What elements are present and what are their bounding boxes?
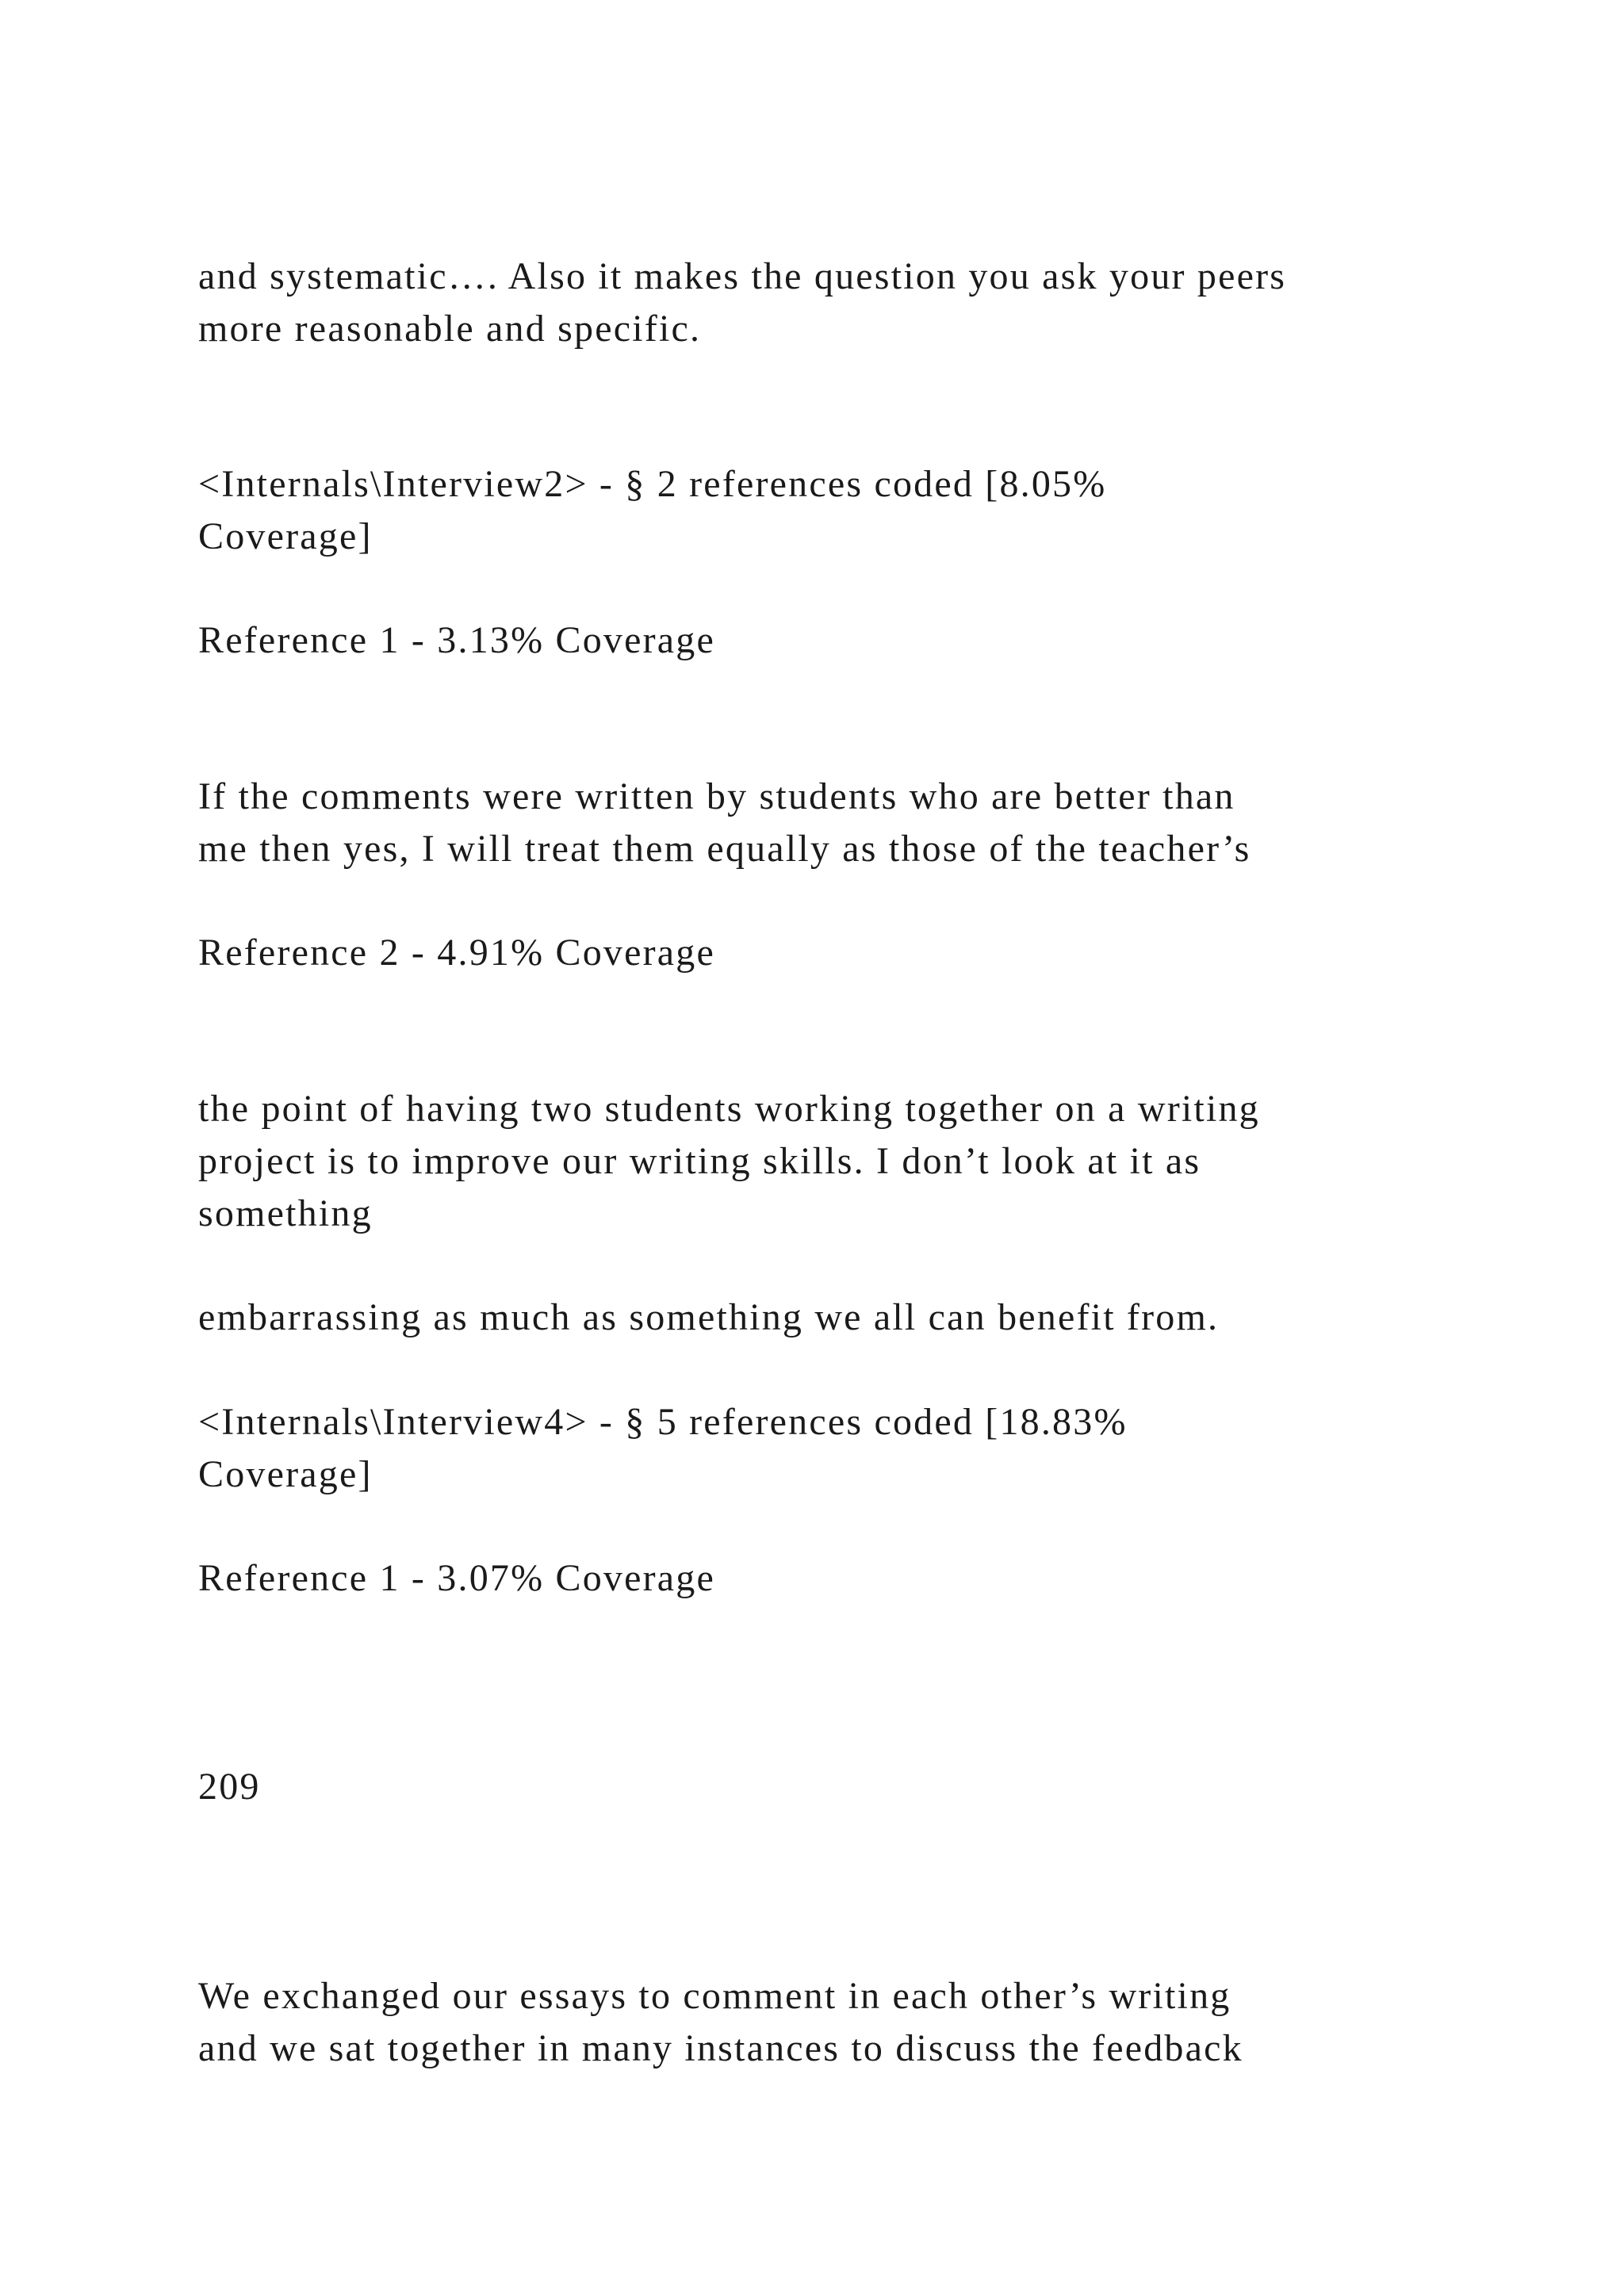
body-text-line: project is to improve our writing skills. I don’t look at it as bbox=[198, 1140, 1201, 1182]
body-text-line: and we sat together in many instances to discuss the feedback bbox=[198, 2027, 1243, 2069]
body-text-line: embarrassing as much as something we all can benefit from. bbox=[198, 1296, 1220, 1338]
body-text-line: something bbox=[198, 1192, 373, 1234]
reference-heading: Reference 2 - 4.91% Coverage bbox=[198, 932, 715, 974]
reference-heading: Reference 1 - 3.13% Coverage bbox=[198, 619, 715, 661]
body-text-line: me then yes, I will treat them equally as those of the teacher’s bbox=[198, 828, 1251, 870]
source-header-line: Coverage] bbox=[198, 515, 373, 557]
body-text-line: If the comments were written by students who are better than bbox=[198, 775, 1235, 817]
body-text-line: We exchanged our essays to comment in each other’s writing bbox=[198, 1975, 1231, 2017]
body-text-line: more reasonable and specific. bbox=[198, 308, 702, 350]
body-text-line: and systematic…. Also it makes the question you ask your peers bbox=[198, 255, 1287, 297]
source-header-line: Coverage] bbox=[198, 1453, 373, 1495]
body-text-line: the point of having two students working together on a writing bbox=[198, 1088, 1260, 1130]
source-header-line: <Internals\Interview2> - § 2 references coded [8.05% bbox=[198, 463, 1107, 505]
source-header-line: <Internals\Interview4> - § 5 references coded [18.83% bbox=[198, 1401, 1128, 1443]
page-number: 209 bbox=[198, 1766, 261, 1808]
reference-heading: Reference 1 - 3.07% Coverage bbox=[198, 1557, 715, 1599]
